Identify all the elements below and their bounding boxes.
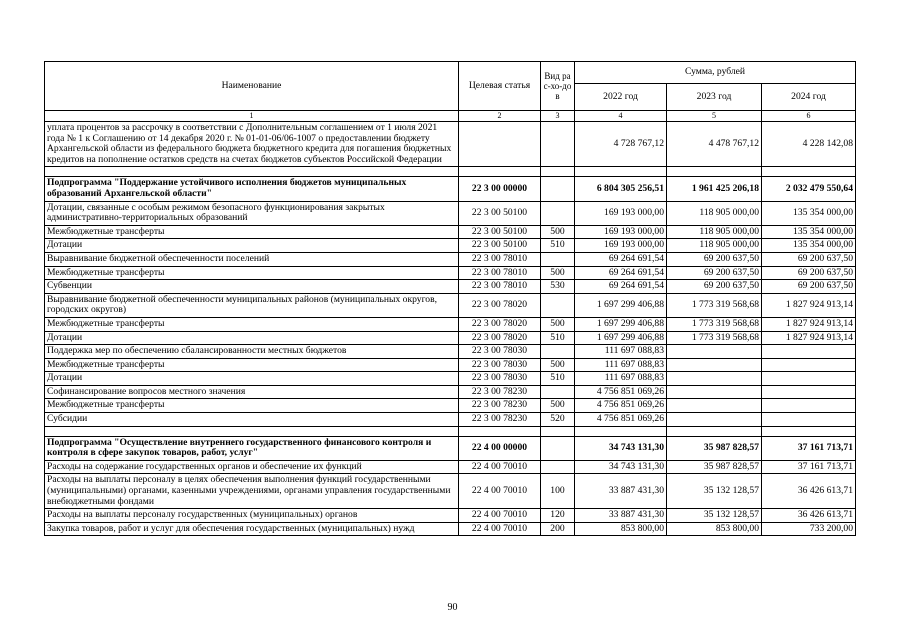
subprogram-row [45,177,856,201]
row-name: Расходы на выплаты персоналу в целях обеспечения выполнения функций государственными (муниципальными) органами, казенными учреждениями, органами управления государственными внебюджетными фондами [45,474,459,509]
empty-cell [575,167,667,177]
row-amount-2023: 853 800,00 [667,522,762,536]
row-amount-2022: 69 264 691,54 [575,266,667,280]
column-number: 1 [45,111,459,122]
row-expense-type: 500 [541,225,575,239]
column-number: 5 [667,111,762,122]
table-row [45,385,856,399]
row-amount-2023: 35 132 128,57 [667,474,762,509]
row-name: Дотации [45,239,459,253]
row-target-code: 22 3 00 78010 [459,266,541,280]
row-amount-2024: 69 200 637,50 [762,266,856,280]
row-target-code: 22 3 00 50100 [459,239,541,253]
row-expense-type [541,252,575,266]
row-target-code: 22 3 00 78020 [459,331,541,345]
row-amount-2023: 118 905 000,00 [667,225,762,239]
header-year-2023: 2023 год [667,84,762,111]
row-expense-type [541,177,575,201]
empty-cell [45,167,459,177]
row-amount-2024 [762,358,856,372]
table-row [45,474,856,509]
row-amount-2023: 69 200 637,50 [667,252,762,266]
spacer-row [45,167,856,177]
table-body [45,122,856,536]
row-amount-2023: 35 987 828,57 [667,436,762,460]
row-name: Дотации, связанные с особым режимом безопасного функционирования закрытых административно-территориальных образований [45,201,459,225]
row-target-code: 22 3 00 50100 [459,225,541,239]
row-amount-2023 [667,385,762,399]
row-name: Межбюджетные трансферты [45,225,459,239]
row-amount-2023: 118 905 000,00 [667,239,762,253]
row-amount-2022: 853 800,00 [575,522,667,536]
row-expense-type [541,460,575,474]
empty-cell [575,426,667,436]
row-amount-2024: 1 827 924 913,14 [762,331,856,345]
row-expense-type: 120 [541,509,575,523]
row-target-code: 22 4 00 70010 [459,509,541,523]
table-row [45,372,856,386]
row-name: Подпрограмма "Поддержание устойчивого исполнения бюджетов муниципальных образований Архангельской области" [45,177,459,201]
row-name: Межбюджетные трансферты [45,266,459,280]
empty-cell [762,426,856,436]
row-amount-2023 [667,413,762,427]
table-row [45,358,856,372]
row-amount-2024: 1 827 924 913,14 [762,317,856,331]
row-amount-2023 [667,345,762,359]
table-row [45,225,856,239]
row-name: Дотации [45,331,459,345]
row-amount-2024: 2 032 479 550,64 [762,177,856,201]
empty-cell [667,426,762,436]
row-amount-2022: 1 697 299 406,88 [575,293,667,317]
table-row [45,345,856,359]
empty-cell [667,167,762,177]
column-number: 2 [459,111,541,122]
row-name: Выравнивание бюджетной обеспеченности муниципальных районов (муниципальных округов, городских округов) [45,293,459,317]
header-year-2024: 2024 год [762,84,856,111]
row-name: Расходы на выплаты персоналу государственных (муниципальных) органов [45,509,459,523]
table-row [45,509,856,523]
subprogram-row [45,436,856,460]
row-expense-type [541,345,575,359]
table-row [45,239,856,253]
row-target-code: 22 4 00 70010 [459,522,541,536]
row-name: Подпрограмма "Осуществление внутреннего государственного финансового контроля и контроля в сфере закупок товаров, работ, услуг" [45,436,459,460]
row-target-code: 22 3 00 78230 [459,413,541,427]
row-amount-2023 [667,399,762,413]
header-target-article: Целевая статья [459,62,541,111]
row-name: Межбюджетные трансферты [45,358,459,372]
row-name: Софинансирование вопросов местного значения [45,385,459,399]
row-amount-2022: 4 756 851 069,26 [575,413,667,427]
row-amount-2023: 35 132 128,57 [667,509,762,523]
column-number: 4 [575,111,667,122]
row-amount-2024: 36 426 613,71 [762,474,856,509]
row-amount-2022: 111 697 088,83 [575,372,667,386]
row-amount-2023: 69 200 637,50 [667,280,762,294]
row-amount-2023: 1 773 319 568,68 [667,317,762,331]
row-amount-2024: 69 200 637,50 [762,280,856,294]
row-target-code: 22 4 00 70010 [459,474,541,509]
row-amount-2024 [762,399,856,413]
column-number: 3 [541,111,575,122]
row-target-code: 22 3 00 78030 [459,372,541,386]
header-sum: Сумма, рублей [575,62,856,84]
row-expense-type [541,436,575,460]
table-row [45,293,856,317]
row-amount-2023 [667,372,762,386]
row-target-code: 22 3 00 78010 [459,252,541,266]
row-amount-2022: 169 193 000,00 [575,239,667,253]
row-amount-2023: 1 773 319 568,68 [667,293,762,317]
row-amount-2022: 169 193 000,00 [575,201,667,225]
row-amount-2024 [762,385,856,399]
empty-cell [541,167,575,177]
table-row [45,317,856,331]
table-row [45,280,856,294]
row-amount-2024: 37 161 713,71 [762,460,856,474]
row-target-code: 22 3 00 78020 [459,293,541,317]
row-amount-2023 [667,358,762,372]
row-target-code: 22 4 00 00000 [459,436,541,460]
row-amount-2022: 4 728 767,12 [575,122,667,167]
row-amount-2024: 135 354 000,00 [762,225,856,239]
row-name: Дотации [45,372,459,386]
row-expense-type: 100 [541,474,575,509]
row-target-code: 22 3 00 78030 [459,345,541,359]
table-row [45,399,856,413]
row-amount-2024: 135 354 000,00 [762,239,856,253]
row-amount-2022: 4 756 851 069,26 [575,399,667,413]
row-amount-2023: 4 478 767,12 [667,122,762,167]
row-expense-type: 500 [541,358,575,372]
row-target-code: 22 3 00 00000 [459,177,541,201]
row-expense-type: 510 [541,372,575,386]
row-target-code: 22 3 00 78230 [459,399,541,413]
empty-cell [45,426,459,436]
spacer-row [45,426,856,436]
row-expense-type: 510 [541,239,575,253]
row-amount-2022: 1 697 299 406,88 [575,331,667,345]
row-amount-2022: 111 697 088,83 [575,358,667,372]
row-amount-2024: 37 161 713,71 [762,436,856,460]
row-amount-2023: 1 773 319 568,68 [667,331,762,345]
row-name: Субсидии [45,413,459,427]
header-expense-type: Вид рас-хо-дов [541,62,575,111]
row-amount-2024: 733 200,00 [762,522,856,536]
row-target-code: 22 4 00 70010 [459,460,541,474]
row-name: Межбюджетные трансферты [45,317,459,331]
row-amount-2023: 35 987 828,57 [667,460,762,474]
row-amount-2022: 111 697 088,83 [575,345,667,359]
row-expense-type [541,201,575,225]
row-amount-2023: 69 200 637,50 [667,266,762,280]
row-target-code: 22 3 00 78030 [459,358,541,372]
row-amount-2024: 4 228 142,08 [762,122,856,167]
table-row [45,122,856,167]
row-amount-2024: 69 200 637,50 [762,252,856,266]
table-row [45,252,856,266]
row-target-code: 22 3 00 78020 [459,317,541,331]
empty-cell [762,167,856,177]
budget-table [44,61,856,536]
row-name: Расходы на содержание государственных органов и обеспечение их функций [45,460,459,474]
row-amount-2022: 69 264 691,54 [575,252,667,266]
table-row [45,460,856,474]
row-expense-type: 500 [541,399,575,413]
row-expense-type: 200 [541,522,575,536]
empty-cell [541,426,575,436]
row-amount-2022: 6 804 305 256,51 [575,177,667,201]
row-amount-2022: 33 887 431,30 [575,474,667,509]
row-amount-2022: 1 697 299 406,88 [575,317,667,331]
row-expense-type [541,385,575,399]
row-amount-2023: 118 905 000,00 [667,201,762,225]
empty-cell [459,167,541,177]
header-name: Наименование [45,62,459,111]
row-target-code: 22 3 00 78010 [459,280,541,294]
page-number: 90 [447,602,458,613]
header-year-2022: 2022 год [575,84,667,111]
row-name: Закупка товаров, работ и услуг для обеспечения государственных (муниципальных) нужд [45,522,459,536]
table-row [45,266,856,280]
row-amount-2022: 69 264 691,54 [575,280,667,294]
row-amount-2024: 135 354 000,00 [762,201,856,225]
table-row [45,413,856,427]
row-amount-2022: 4 756 851 069,26 [575,385,667,399]
row-amount-2024: 1 827 924 913,14 [762,293,856,317]
table-row [45,522,856,536]
row-amount-2022: 169 193 000,00 [575,225,667,239]
table-row [45,331,856,345]
row-name: Поддержка мер по обеспечению сбалансированности местных бюджетов [45,345,459,359]
row-amount-2022: 34 743 131,30 [575,436,667,460]
row-name: Межбюджетные трансферты [45,399,459,413]
row-name: Выравнивание бюджетной обеспеченности поселений [45,252,459,266]
row-expense-type: 530 [541,280,575,294]
empty-cell [459,426,541,436]
row-amount-2022: 34 743 131,30 [575,460,667,474]
row-name: уплата процентов за рассрочку в соответствии с Дополнительным соглашением от 1 июля 2021 года № 1 к Соглашению от 14 декабря 2020 г. № 01-01-06/06-1007 о предоставлении бюджету Архангельской области из федерального бюджета бюджетного кредита для погашения бюджетных кредитов на пополнение остатков средств на счетах бюджетов субъектов Российской Федерации [45,122,459,167]
row-expense-type: 510 [541,331,575,345]
row-amount-2024 [762,345,856,359]
row-expense-type: 520 [541,413,575,427]
row-name: Субвенции [45,280,459,294]
row-expense-type: 500 [541,317,575,331]
column-number: 6 [762,111,856,122]
row-expense-type [541,293,575,317]
row-amount-2023: 1 961 425 206,18 [667,177,762,201]
row-expense-type [541,122,575,167]
row-target-code: 22 3 00 50100 [459,201,541,225]
table-row [45,201,856,225]
row-amount-2022: 33 887 431,30 [575,509,667,523]
row-expense-type: 500 [541,266,575,280]
row-amount-2024 [762,372,856,386]
row-target-code: 22 3 00 78230 [459,385,541,399]
row-amount-2024 [762,413,856,427]
row-target-code [459,122,541,167]
row-amount-2024: 36 426 613,71 [762,509,856,523]
